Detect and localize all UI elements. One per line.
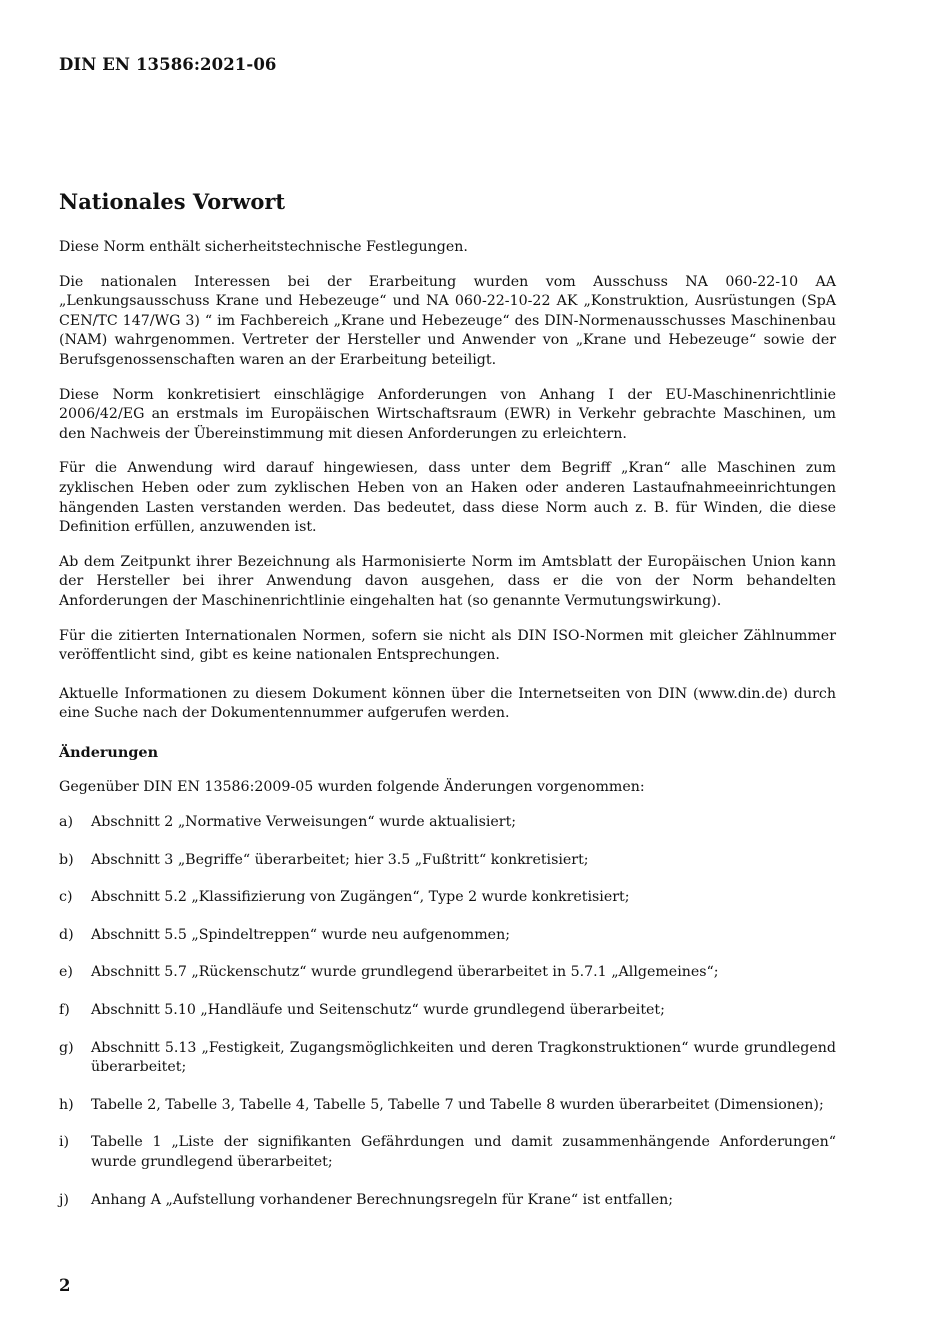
list-item — [59, 1039, 836, 1078]
list-item-text: Abschnitt 3 „Begriffe“ überarbeitet; hier 3.5 „Fußtritt“ konkretisiert; — [91, 851, 589, 868]
list-item-text: Abschnitt 5.13 „Festigkeit, Zugangsmöglichkeiten und deren Tragkonstruktionen“ wurde grundlegend überarbeitet; — [91, 1039, 836, 1076]
list-item-text: Anhang A „Aufstellung vorhandener Berechnungsregeln für Krane“ ist entfallen; — [91, 1191, 674, 1208]
list-marker: c) — [59, 889, 73, 906]
changes-heading: Änderungen — [59, 743, 159, 761]
document-id-header: DIN EN 13586:2021-06 — [59, 55, 277, 74]
list-item — [59, 1191, 836, 1211]
list-item — [59, 1133, 836, 1172]
list-marker: j) — [59, 1191, 69, 1208]
list-marker: a) — [59, 814, 73, 831]
list-item — [59, 926, 836, 946]
paragraph-machinery-directive: Diese Norm konkretisiert einschlägige Anforderungen von Anhang I der EU-Maschinenrichtlinie 2006/42/EG an erstmals im Europäischen Wirtschaftsraum (EWR) in Verkehr gebrachte Maschinen, um den Nachweis der Übereinstimmung mit diesen Anforderungen zu erleichtern. — [59, 386, 836, 442]
list-marker: i) — [59, 1134, 70, 1151]
list-item-text: Abschnitt 5.10 „Handläufe und Seitenschutz“ wurde grundlegend überarbeitet; — [91, 1002, 665, 1019]
list-item — [59, 1096, 836, 1116]
list-marker: f) — [59, 1002, 70, 1019]
list-item-text: Tabelle 1 „Liste der signifikanten Gefährdungen und damit zusammenhängende Anforderungen“ wurde grundlegend überarbeitet; — [91, 1134, 836, 1170]
list-marker: e) — [59, 964, 73, 981]
paragraph-safety: Diese Norm enthält sicherheitstechnische Festlegungen. — [59, 239, 468, 255]
paragraph-international-standards: Für die zitierten Internationalen Normen, sofern sie nicht als DIN ISO-Normen mit gleicher Zählnummer veröffentlicht sind, gibt es keine nationalen Entsprechungen. — [59, 627, 836, 664]
list-marker: g) — [59, 1039, 74, 1056]
paragraph-harmonised-standard: Ab dem Zeitpunkt ihrer Bezeichnung als Harmonisierte Norm im Amtsblatt der Europäischen Union kann der Hersteller bei ihrer Anwendung davon ausgehen, dass er die von der Norm behandelten Anforderungen der Maschinenrichtlinie eingehalten hat (so genannte Vermutungswirkung). — [59, 553, 836, 609]
list-item-text: Abschnitt 2 „Normative Verweisungen“ wurde aktualisiert; — [91, 814, 517, 831]
list-item-text: Abschnitt 5.2 „Klassifizierung von Zugängen“, Type 2 wurde konkretisiert; — [91, 889, 630, 906]
changes-intro: Gegenüber DIN EN 13586:2009-05 wurden folgende Änderungen vorgenommen: — [59, 779, 645, 796]
list-item — [59, 963, 836, 983]
list-item-text: Tabelle 2, Tabelle 3, Tabelle 4, Tabelle 5, Tabelle 7 und Tabelle 8 wurden überarbeitet (Dimensionen); — [91, 1096, 824, 1113]
list-item — [59, 888, 836, 908]
list-marker: b) — [59, 851, 74, 868]
paragraph-crane-definition: Für die Anwendung wird darauf hingewiesen, dass unter dem Begriff „Kran“ alle Maschinen zum zyklischen Heben oder zum zyklischen Heben von an Haken oder anderen Lastaufnahmeeinrichtungen hängenden Lasten verstanden werden. Das bedeutet, dass diese Norm auch z. B. für Winden, die diese Definition erfüllen, anzuwenden ist. — [59, 460, 836, 536]
list-item — [59, 813, 836, 833]
page-number: 2 — [59, 1276, 71, 1295]
list-item — [59, 851, 836, 871]
list-marker: d) — [59, 926, 74, 943]
list-item — [59, 1001, 836, 1021]
changes-list — [59, 813, 836, 1210]
page-content — [59, 188, 836, 1228]
list-item-text: Abschnitt 5.5 „Spindeltreppen“ wurde neu aufgenommen; — [91, 926, 510, 943]
paragraph-current-information: Aktuelle Informationen zu diesem Dokument können über die Internetseiten von DIN (www.din.de) durch eine Suche nach der Dokumentennummer aufgerufen werden. — [59, 685, 836, 722]
page-title: Nationales Vorwort — [59, 189, 286, 214]
paragraph-committee: Die nationalen Interessen bei der Erarbeitung wurden vom Ausschuss NA 060-22-10 AA „Lenkungsausschuss Krane und Hebezeuge“ und NA 060-22-10-22 AK „Konstruktion, Ausrüstungen (SpA CEN/TC 147/WG 3) “ im Fachbereich „Krane und Hebezeuge“ des DIN-Normenausschusses Maschinenbau (NAM) wahrgenommen. Vertreter der Hersteller und Anwender von „Krane und Hebezeuge“ sowie der Berufsgenossenschaften waren an der Erarbeitung beteiligt. — [59, 273, 836, 368]
list-marker: h) — [59, 1096, 74, 1113]
list-item-text: Abschnitt 5.7 „Rückenschutz“ wurde grundlegend überarbeitet in 5.7.1 „Allgemeines“; — [91, 964, 719, 981]
